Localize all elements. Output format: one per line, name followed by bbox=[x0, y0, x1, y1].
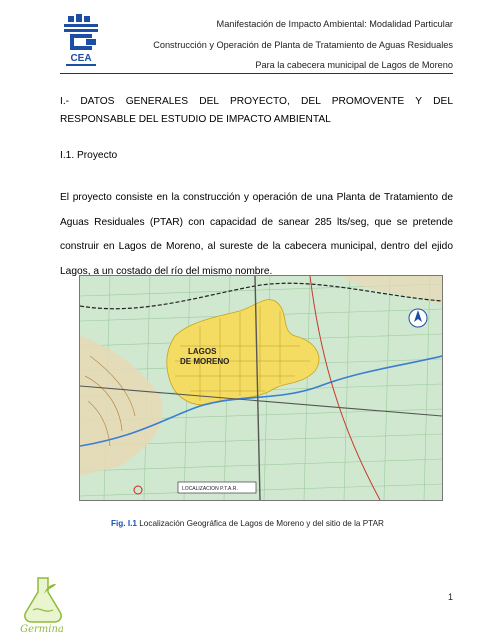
figure-caption-label: Fig. I.1 bbox=[111, 519, 137, 528]
header-line-1: Manifestación de Impacto Ambiental: Modalidad Particular bbox=[216, 19, 453, 29]
body-paragraph: El proyecto consiste en la construcción y operación de una Planta de Tratamiento de Aguas Residuales (PTAR) con capacidad de sanear 285 lts/seg, que se pretende construir en Lagos de Moreno, al sureste de la cabecera municipal, dentro del ejido Lagos, a un costado del río del mismo nombre. bbox=[60, 192, 453, 277]
cea-logo-text: CEA bbox=[70, 53, 92, 64]
page-number: 1 bbox=[447, 592, 453, 602]
north-arrow-icon bbox=[409, 309, 427, 327]
chapter-title: I.- DATOS GENERALES DEL PROYECTO, DEL PROMOVENTE Y DEL RESPONSABLE DEL ESTUDIO DE IMPACTO AMBIENTAL bbox=[60, 96, 453, 125]
map-graphic bbox=[80, 276, 442, 500]
map-city-label-line1: LAGOS bbox=[188, 347, 217, 356]
header-line-2: Construcción y Operación de Planta de Tratamiento de Aguas Residuales bbox=[153, 39, 453, 50]
map-site-label: LOCALIZACION P.T.A.R. bbox=[182, 486, 238, 492]
germina-logo-text: Germina bbox=[20, 624, 64, 634]
figure-caption bbox=[0, 519, 495, 528]
header-divider bbox=[60, 73, 453, 74]
germina-logo bbox=[18, 574, 70, 634]
header-line-3: Para la cabecera municipal de Lagos de Moreno bbox=[255, 60, 453, 70]
location-map bbox=[79, 275, 443, 501]
figure-caption-text: Localización Geográfica de Lagos de Moreno y del sitio de la PTAR bbox=[136, 519, 384, 528]
document-header bbox=[153, 14, 453, 76]
cea-logo bbox=[60, 12, 102, 72]
map-city-label-line2: DE MORENO bbox=[180, 357, 230, 366]
section-heading: I.1. Proyecto bbox=[60, 150, 118, 161]
